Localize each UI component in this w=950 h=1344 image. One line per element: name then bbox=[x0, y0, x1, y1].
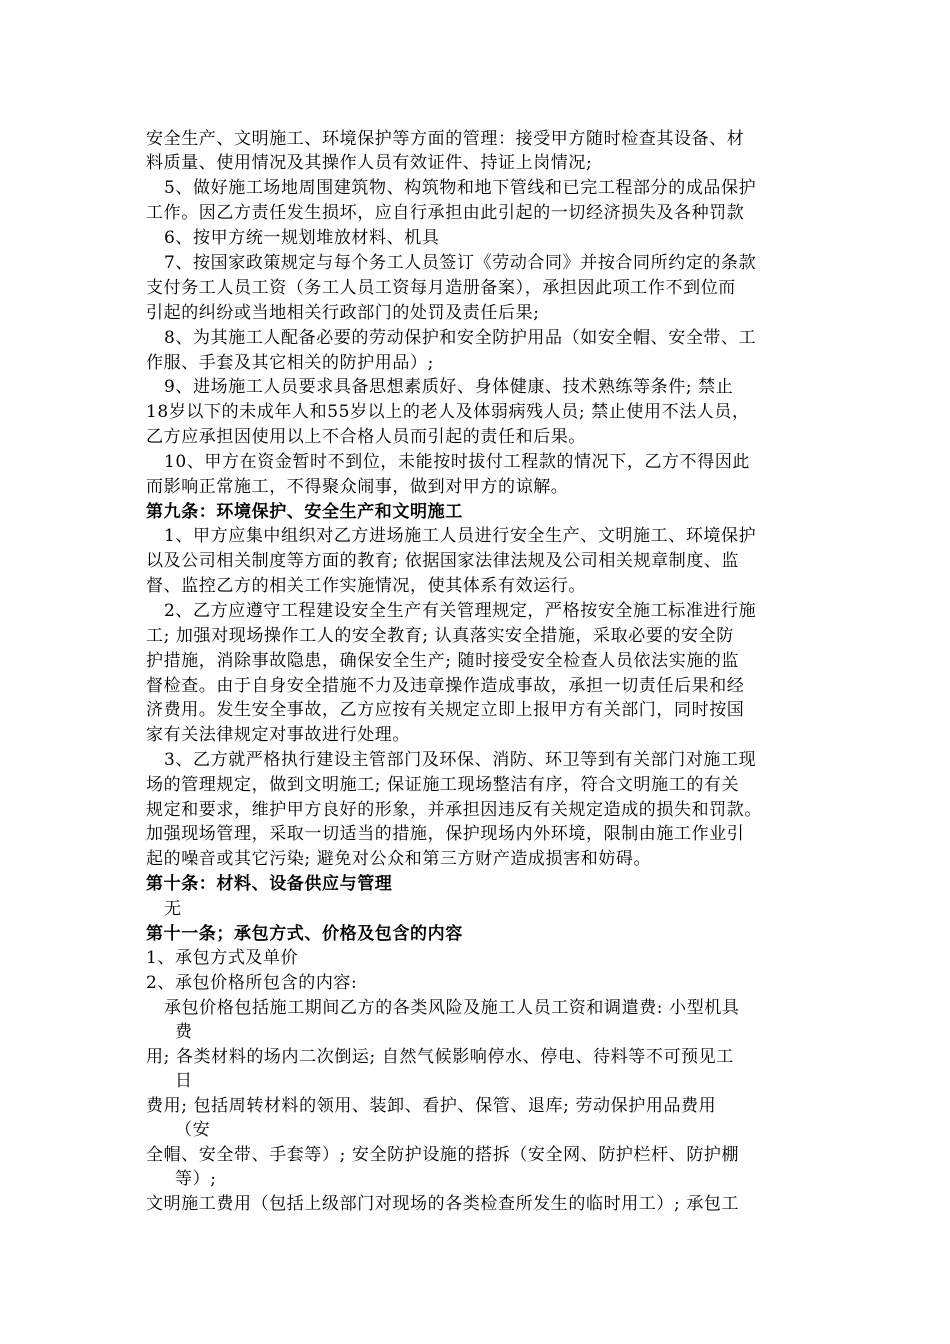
text-line: 3、乙方就严格执行建设主管部门及环保、消防、环卫等到有关部门对施工现 bbox=[164, 750, 757, 770]
text-line: 日 bbox=[175, 1071, 193, 1091]
text-line: 18岁以下的未成年人和55岁以上的老人及体弱病残人员; 禁止使用不法人员， bbox=[146, 402, 750, 422]
text-line: 安全生产、文明施工、环境保护等方面的管理：接受甲方随时检查其设备、材 bbox=[146, 129, 745, 149]
section-heading: 第九条：环境保护、安全生产和文明施工 bbox=[146, 502, 463, 522]
text-line: 用; 各类材料的场内二次倒运; 自然气候影响停水、停电、待料等不可预见工 bbox=[146, 1047, 734, 1067]
text-line: 场的管理规定，做到文明施工; 保证施工现场整洁有序，符合文明施工的有关 bbox=[146, 775, 740, 795]
text-line: 无 bbox=[164, 899, 182, 919]
text-line: 而影响正常施工，不得聚众闹事，做到对甲方的谅解。 bbox=[146, 477, 569, 497]
text-line: 家有关法律规定对事故进行处理。 bbox=[146, 725, 410, 745]
text-line: 乙方应承担因使用以上不合格人员而引起的责任和后果。 bbox=[146, 427, 586, 447]
text-line: 加强现场管理，采取一切适当的措施，保护现场内外环境，限制由施工作业引 bbox=[146, 824, 745, 844]
text-line: 工; 加强对现场操作工人的安全教育; 认真落实安全措施，采取必要的安全防 bbox=[146, 626, 734, 646]
text-line: 督、监控乙方的相关工作实施情况，使其体系有效运行。 bbox=[146, 576, 586, 596]
text-line: 6、按甲方统一规划堆放材料、机具 bbox=[164, 228, 440, 248]
text-line: 2、乙方应遵守工程建设安全生产有关管理规定，严格按安全施工标准进行施 bbox=[164, 601, 757, 621]
section-heading: 第十一条；承包方式、价格及包含的内容 bbox=[146, 924, 463, 944]
text-line: 工作。因乙方责任发生损坏，应自行承担由此引起的一切经济损失及各种罚款 bbox=[146, 203, 745, 223]
text-line: 规定和要求，维护甲方良好的形象，并承担因违反有关规定造成的损失和罚款。 bbox=[146, 800, 762, 820]
text-line: 8、为其施工人配备必要的劳动保护和安全防护用品（如安全帽、安全带、工 bbox=[164, 328, 757, 348]
text-line: 等）; bbox=[175, 1169, 217, 1189]
text-line: 济费用。发生安全事故，乙方应按有关规定立即上报甲方有关部门，同时按国 bbox=[146, 700, 745, 720]
text-line: 文明施工费用（包括上级部门对现场的各类检查所发生的临时用工）; 承包工 bbox=[146, 1194, 740, 1214]
text-line: 费用; 包括周转材料的领用、装卸、看护、保管、退库; 劳动保护用品费用 bbox=[146, 1096, 717, 1116]
text-line: 7、按国家政策规定与每个务工人员签订《劳动合同》并按合同所约定的条款 bbox=[164, 253, 757, 273]
text-line: 以及公司相关制度等方面的教育; 依据国家法律法规及公司相关规章制度、监 bbox=[146, 551, 740, 571]
text-line: 承包价格包括施工期间乙方的各类风险及施工人员工资和调遣费: 小型机具 bbox=[164, 998, 740, 1018]
text-line: 10、甲方在资金暂时不到位，未能按时拔付工程款的情况下，乙方不得因此 bbox=[164, 452, 751, 472]
text-line: 9、进场施工人员要求具备思想素质好、身体健康、技术熟练等条件; 禁止 bbox=[164, 377, 734, 397]
text-line: （安 bbox=[175, 1120, 211, 1140]
text-line: 全帽、安全带、手套等）; 安全防护设施的搭拆（安全网、防护栏杆、防护棚 bbox=[146, 1145, 740, 1165]
section-heading: 第十条：材料、设备供应与管理 bbox=[146, 874, 393, 894]
text-line: 督检查。由于自身安全措施不力及违章操作造成事故，承担一切责任后果和经 bbox=[146, 676, 745, 696]
text-line: 料质量、使用情况及其操作人员有效证件、持证上岗情况; bbox=[146, 153, 593, 173]
text-line: 5、做好施工场地周围建筑物、构筑物和地下管线和已完工程部分的成品保护 bbox=[164, 178, 757, 198]
text-line: 支付务工人员工资（务工人员工资每月造册备案），承担因此项工作不到位而 bbox=[146, 278, 736, 298]
text-line: 2、承包价格所包含的内容: bbox=[146, 973, 358, 993]
text-line: 起的噪音或其它污染; 避免对公众和第三方财产造成损害和妨碍。 bbox=[146, 849, 652, 869]
text-line: 作服、手套及其它相关的防护用品）; bbox=[146, 353, 434, 373]
text-line: 1、甲方应集中组织对乙方进场施工人员进行安全生产、文明施工、环境保护 bbox=[164, 526, 757, 546]
text-line: 费 bbox=[175, 1022, 193, 1042]
text-line: 引起的纠纷或当地相关行政部门的处罚及责任后果; bbox=[146, 303, 540, 323]
text-line: 护措施，消除事故隐患，确保安全生产; 随时接受安全检查人员依法实施的监 bbox=[146, 651, 740, 671]
text-line: 1、承包方式及单价 bbox=[146, 948, 299, 968]
